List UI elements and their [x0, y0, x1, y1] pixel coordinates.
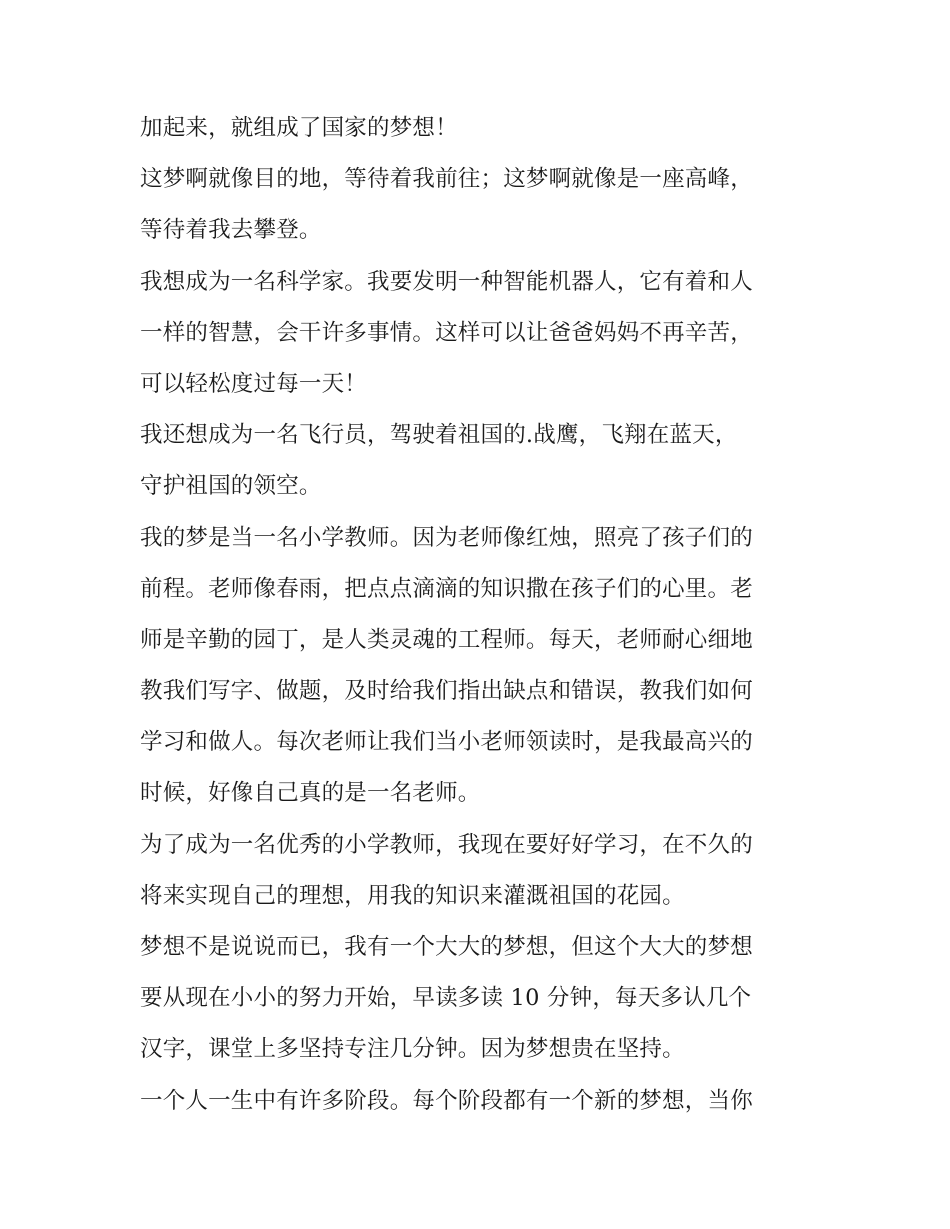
text-line: 要从现在小小的努力开始，早读多读 10 分钟，每天多认几个 [140, 985, 752, 1012]
text-line: 加起来，就组成了国家的梦想！ [140, 115, 458, 141]
text-line: 我想成为一名科学家。我要发明一种智能机器人，它有着和人 [140, 268, 753, 295]
essay-body [140, 103, 820, 1127]
text-line: 学习和做人。每次老师让我们当小老师领读时，是我最高兴的 [140, 729, 753, 756]
text-line: 我还想成为一名飞行员，驾驶着祖国的.战鹰，飞翔在蓝天， [140, 422, 738, 449]
text-line: 为了成为一名优秀的小学教师，我现在要好好学习，在不久的 [140, 831, 753, 858]
text-line: 守护祖国的领空。 [140, 473, 322, 500]
text-line: 将来实现自己的理想，用我的知识来灌溉祖国的花园。 [140, 882, 685, 909]
text-line: 汉字，课堂上多坚持专注几分钟。因为梦想贵在坚持。 [140, 1036, 685, 1063]
text-line: 一样的智慧，会干许多事情。这样可以让爸爸妈妈不再辛苦， [140, 319, 753, 346]
text-line: 教我们写字、做题，及时给我们指出缺点和错误，教我们如何 [140, 678, 753, 705]
text-line: 师是辛勤的园丁，是人类灵魂的工程师。每天，老师耐心细地 [140, 626, 753, 653]
text-line: 一个人一生中有许多阶段。每个阶段都有一个新的梦想，当你 [140, 1087, 753, 1114]
text-line: 可以轻松度过每一天！ [140, 370, 368, 397]
text-line: 我的梦是当一名小学教师。因为老师像红烛，照亮了孩子们的 [140, 524, 753, 551]
text-line: 前程。老师像春雨，把点点滴滴的知识撒在孩子们的心里。老 [140, 575, 753, 602]
text-line: 等待着我去攀登。 [140, 217, 322, 244]
text-line: 这梦啊就像目的地，等待着我前往；这梦啊就像是一座高峰， [140, 166, 753, 193]
text-line: 时候，好像自己真的是一名老师。 [140, 780, 481, 807]
text-line: 梦想不是说说而已，我有一个大大的梦想，但这个大大的梦想 [140, 934, 753, 960]
